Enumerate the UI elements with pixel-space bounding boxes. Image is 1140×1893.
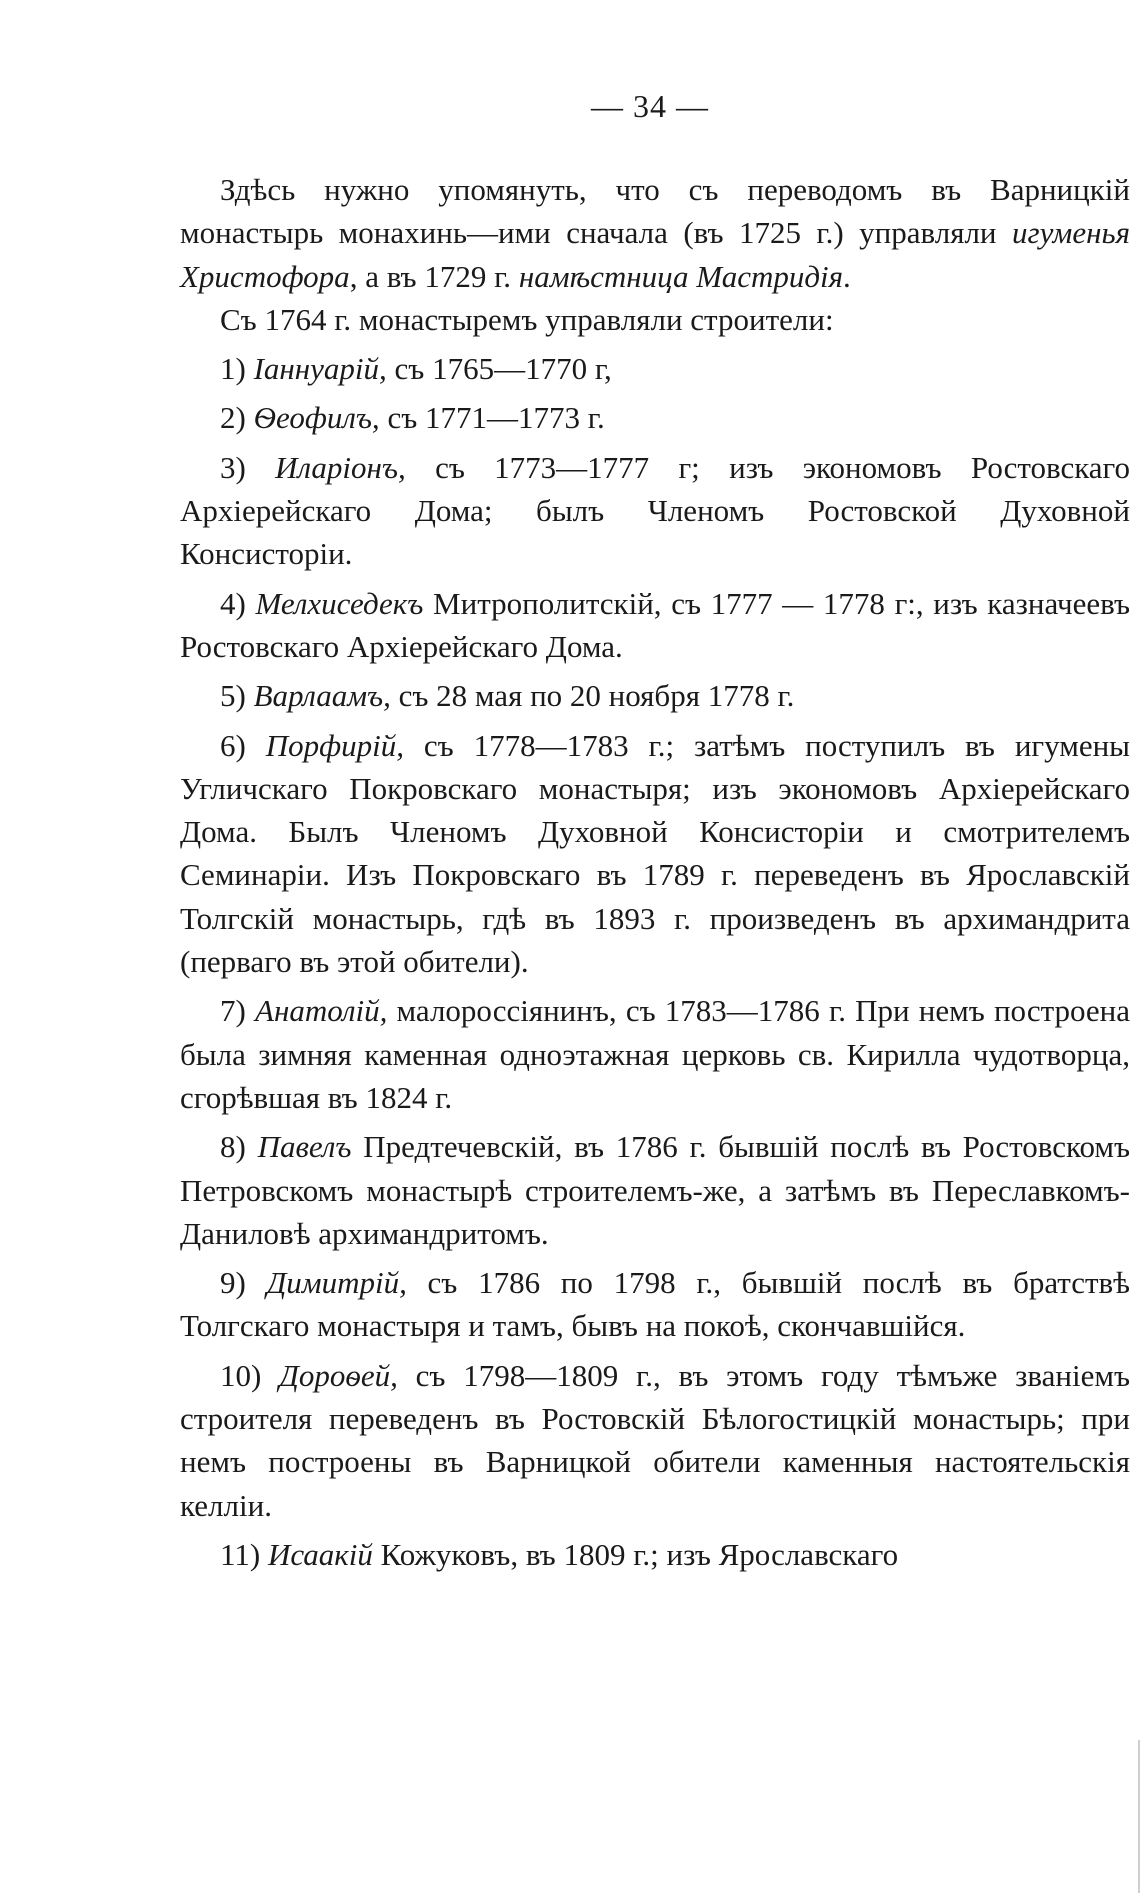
builder-name: Варлаамъ, (253, 678, 391, 714)
item-text: съ 28 мая по 20 ноября 1778 г. (390, 678, 795, 714)
builder-name: Ѳеофилъ, (253, 400, 380, 436)
item-number: 3) (220, 449, 246, 485)
page-number: — 34 — (591, 88, 709, 124)
item-number: 11) (220, 1536, 261, 1572)
item-number: 7) (220, 993, 246, 1029)
list-item (180, 674, 1130, 717)
item-text: Предтечевскій, въ 1786 г. бывшій послѣ въ Ростовскомъ Петровскомъ монастырѣ строителемъ-же, а затѣмъ въ Переславкомъ-Даниловѣ архимандритомъ. (180, 1129, 1131, 1251)
builder-name: Дороѳей, (279, 1357, 398, 1393)
item-number: 6) (220, 727, 246, 763)
item-number: 5) (220, 678, 246, 714)
builder-name: Анатолій, (255, 993, 388, 1029)
item-number: 2) (220, 400, 246, 436)
intro-text-a: Здѣсь нужно упомянуть, что съ переводомъ въ Варницкій монастырь монахинь—ими сначала (въ 1725 г.) управляли (180, 172, 1130, 251)
intro-text-b: , а въ 1729 г. (349, 258, 519, 294)
builder-name: Мелхиседекъ (255, 585, 424, 621)
builder-name: Иларіонъ, (275, 449, 406, 485)
item-text: съ 1765—1770 г, (386, 351, 612, 387)
item-text: съ 1773—1777 г; изъ экономовъ Ростовскаго Архіерейскаго Дома; былъ Членомъ Ростовской Духовной Консисторіи. (180, 449, 1131, 572)
intro-text-c: . (843, 258, 851, 294)
item-text: малороссіянинъ, съ 1783—1786 г. При немъ построена была зимняя каменная одноэтажная церковь св. Кирилла чудотворца, сгорѣвшая въ 1824 г. (180, 993, 1130, 1115)
list-item (180, 1261, 1130, 1348)
item-text: съ 1778—1783 г.; затѣмъ поступилъ въ игумены Угличскаго Покровскаго монастыря; изъ экономовъ Архіерейскаго Дома. Былъ Членомъ Духовной Консисторіи и смотрителемъ Семинаріи. Изъ Покровскаго въ 1789 г. переведенъ въ Ярославскій Толгскій монастырь, гдѣ въ 1893 г. произведенъ въ архимандрита (перваго въ этой обители). (180, 727, 1131, 980)
builder-name: Исаакій (267, 1536, 373, 1572)
item-text: съ 1786 по 1798 г., бывшій послѣ въ братствѣ Толгскаго монастыря и тамъ, бывъ на покоѣ, скончавшійся. (180, 1265, 1130, 1344)
list-item (180, 446, 1130, 576)
list-item (180, 1533, 1130, 1576)
list-item (180, 582, 1130, 669)
list-item (180, 1354, 1130, 1527)
item-number: 8) (220, 1129, 246, 1165)
list-item (180, 989, 1130, 1119)
builder-name: Іаннуарій, (253, 351, 387, 387)
list-item (180, 724, 1130, 984)
item-number: 4) (220, 585, 246, 621)
item-number: 9) (220, 1265, 246, 1301)
abbess-name: игуменья Христофора (180, 215, 1130, 294)
builders-intro: Съ 1764 г. монастыремъ управляли строители: (220, 301, 834, 337)
body-text (180, 168, 1130, 1576)
item-text: Кожуковъ, въ 1809 г.; изъ Ярославскаго (372, 1536, 899, 1572)
builder-name: Порфирій, (265, 727, 405, 763)
deputy-name: намѣстница Мастридія (518, 258, 844, 294)
list-item (180, 1125, 1130, 1255)
intro-paragraph (180, 168, 1130, 298)
item-number: 10) (220, 1357, 262, 1393)
list-item (180, 347, 1130, 390)
list-item (180, 396, 1130, 439)
item-text: съ 1798—1809 г., въ этомъ году тѣмъже званіемъ строителя переведенъ въ Ростовскій Бѣлогостицкій монастырь; при немъ построены въ Варницкой обители каменныя настоятельскія келліи. (180, 1357, 1130, 1523)
item-number: 1) (220, 351, 246, 387)
item-text: съ 1771—1773 г. (379, 400, 605, 436)
builder-name: Павелъ (257, 1129, 352, 1165)
builder-name: Димитрій, (266, 1265, 407, 1301)
item-text: Митрополитскій, съ 1777 — 1778 г:, изъ казначеевъ Ростовскаго Архіерейскаго Дома. (180, 585, 1131, 664)
